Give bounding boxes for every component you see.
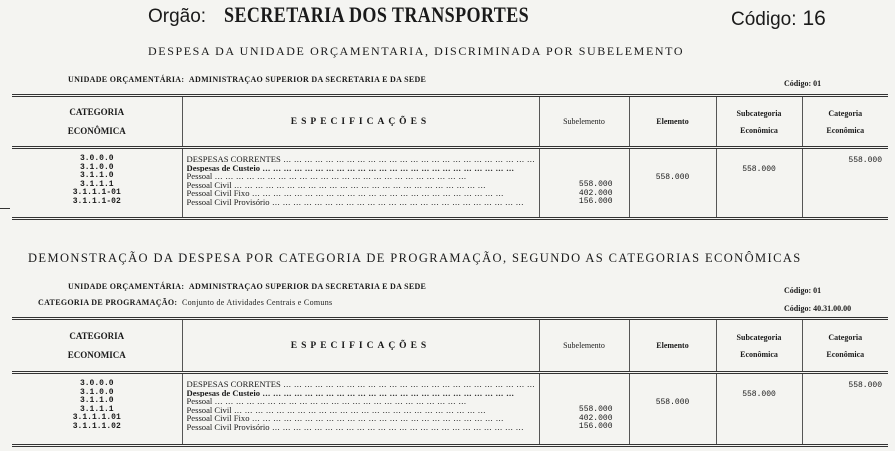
section1-title: DESPESA DA UNIDADE ORÇAMENTARIA, DISCRIMINADA POR SUBELEMENTO <box>148 44 685 58</box>
section2-unidade <box>68 282 426 291</box>
spec-item: DESPESAS CORRENTES ... . <box>187 380 536 389</box>
subelemento-value: 558.000 <box>578 180 613 189</box>
section2-title: DEMONSTRAÇÃO DA DESPESA POR CATEGORIA DE PROGRAMAÇÃO, SEGUNDO AS CATEGORIAS ECONÔMICAS <box>28 251 802 265</box>
col-elemento: Elemento <box>629 319 716 373</box>
spec-item: DESPESAS CORRENTES ... . <box>187 155 536 164</box>
codes-cell <box>12 148 182 219</box>
code-item: 3.1.0.0 <box>79 162 114 172</box>
spec-item: Pessoal ... . <box>187 397 467 406</box>
unidade-value: ADMINISTRAÇAO SUPERIOR DA SECRETARIA E DA SEDE <box>188 282 427 291</box>
subelemento-cell <box>539 373 629 446</box>
spec-item: Despesas de Custeio ... . <box>187 164 515 173</box>
code-item: 3.1.0.0 <box>79 387 114 397</box>
spec-item: Pessoal ... . <box>187 172 467 181</box>
section1-unidade <box>68 75 426 84</box>
section2-programacao <box>38 298 332 307</box>
code-item: 3.1.1.1-02 <box>72 196 121 206</box>
programacao-label: CATEGORIA DE PROGRAMAÇÃO: <box>38 298 178 307</box>
col-categoria-economica: Categoria Econômica <box>802 319 888 373</box>
margin-mark <box>0 208 10 209</box>
code-item: 3.1.1.1-01 <box>72 188 121 198</box>
col-categoria: CATEGORIA ECONOMICA <box>12 319 182 373</box>
col-especificacoes: ESPECIFICAÇÕES <box>182 319 539 373</box>
elemento-value: 558.000 <box>629 373 716 446</box>
subcategoria-value: 558.000 <box>716 373 802 446</box>
code-item: 3.0.0.0 <box>79 379 114 388</box>
codigo-value: 16 <box>802 7 826 30</box>
section1-codigo: Código: 01 <box>784 79 822 88</box>
subelemento-value: 402.000 <box>578 188 613 198</box>
codigo-label: Código: <box>731 9 797 30</box>
codes-cell <box>12 373 182 446</box>
subelemento-value: 402.000 <box>578 413 613 423</box>
code-item: 3.1.1.1 <box>79 404 114 414</box>
spec-item: Pessoal Civil ... . <box>187 406 486 415</box>
unidade-value: ADMINISTRAÇAO SUPERIOR DA SECRETARIA E DA SEDE <box>188 75 427 84</box>
spec-item: Pessoal Civil Fixo ... . <box>187 189 504 198</box>
col-elemento: Elemento <box>629 96 716 148</box>
section2-codigo: Código: 01 <box>784 286 822 295</box>
col-subelemento: Subelemento <box>539 319 629 373</box>
code-item: 3.1.1.1 <box>79 179 114 189</box>
specs-cell <box>182 148 539 219</box>
col-subelemento: Subelemento <box>539 96 629 148</box>
subelemento-cell <box>539 148 629 219</box>
code-item: 3.1.1.0 <box>79 171 114 181</box>
elemento-value: 558.000 <box>629 148 716 219</box>
programacao-value: Conjunto de Atividades Centrais e Comuns <box>181 298 333 307</box>
subcategoria-value: 558.000 <box>716 148 802 219</box>
code-item: 3.1.1.0 <box>79 396 114 406</box>
subelemento-value: 156.000 <box>578 197 613 207</box>
categoria-value: 558.000 <box>802 373 888 446</box>
categoria-value: 558.000 <box>802 148 888 219</box>
programacao-codigo: Código: 40.31.00.00 <box>784 304 852 313</box>
spec-item: Pessoal Civil Fixo ... . <box>187 414 504 423</box>
spec-item: Pessoal Civil Provisório ... . <box>187 198 524 207</box>
code-item: 3.1.1.1.01 <box>72 413 121 423</box>
unidade-label: UNIDADE ORÇAMENTÁRIA: <box>68 75 185 84</box>
section2-table <box>12 317 888 447</box>
code-item: 3.0.0.0 <box>79 154 114 163</box>
orgao-label: Orgão: <box>148 6 207 27</box>
col-categoria-economica: Categoria Econômica <box>802 96 888 148</box>
codigo-header <box>731 7 826 31</box>
col-especificacoes: ESPECIFICAÇÕES <box>182 96 539 148</box>
unidade-label: UNIDADE ORÇAMENTÁRIA: <box>68 282 185 291</box>
spec-item: Despesas de Custeio ... . <box>187 389 515 398</box>
spec-item: Pessoal Civil Provisório ... . <box>187 423 524 432</box>
col-subcategoria: Subcategoria Econômica <box>716 319 802 373</box>
col-subcategoria: Subcategoria Econômica <box>716 96 802 148</box>
subelemento-value: 156.000 <box>578 422 613 432</box>
orgao-name: SECRETARIA DOS TRANSPORTES <box>224 2 530 27</box>
subelemento-value: 558.000 <box>578 405 613 414</box>
section1-table <box>12 94 888 220</box>
code-item: 3.1.1.1.02 <box>72 421 121 431</box>
spec-item: Pessoal Civil ... . <box>187 181 486 190</box>
col-categoria: CATEGORIA ECONÔMICA <box>12 96 182 148</box>
specs-cell <box>182 373 539 446</box>
